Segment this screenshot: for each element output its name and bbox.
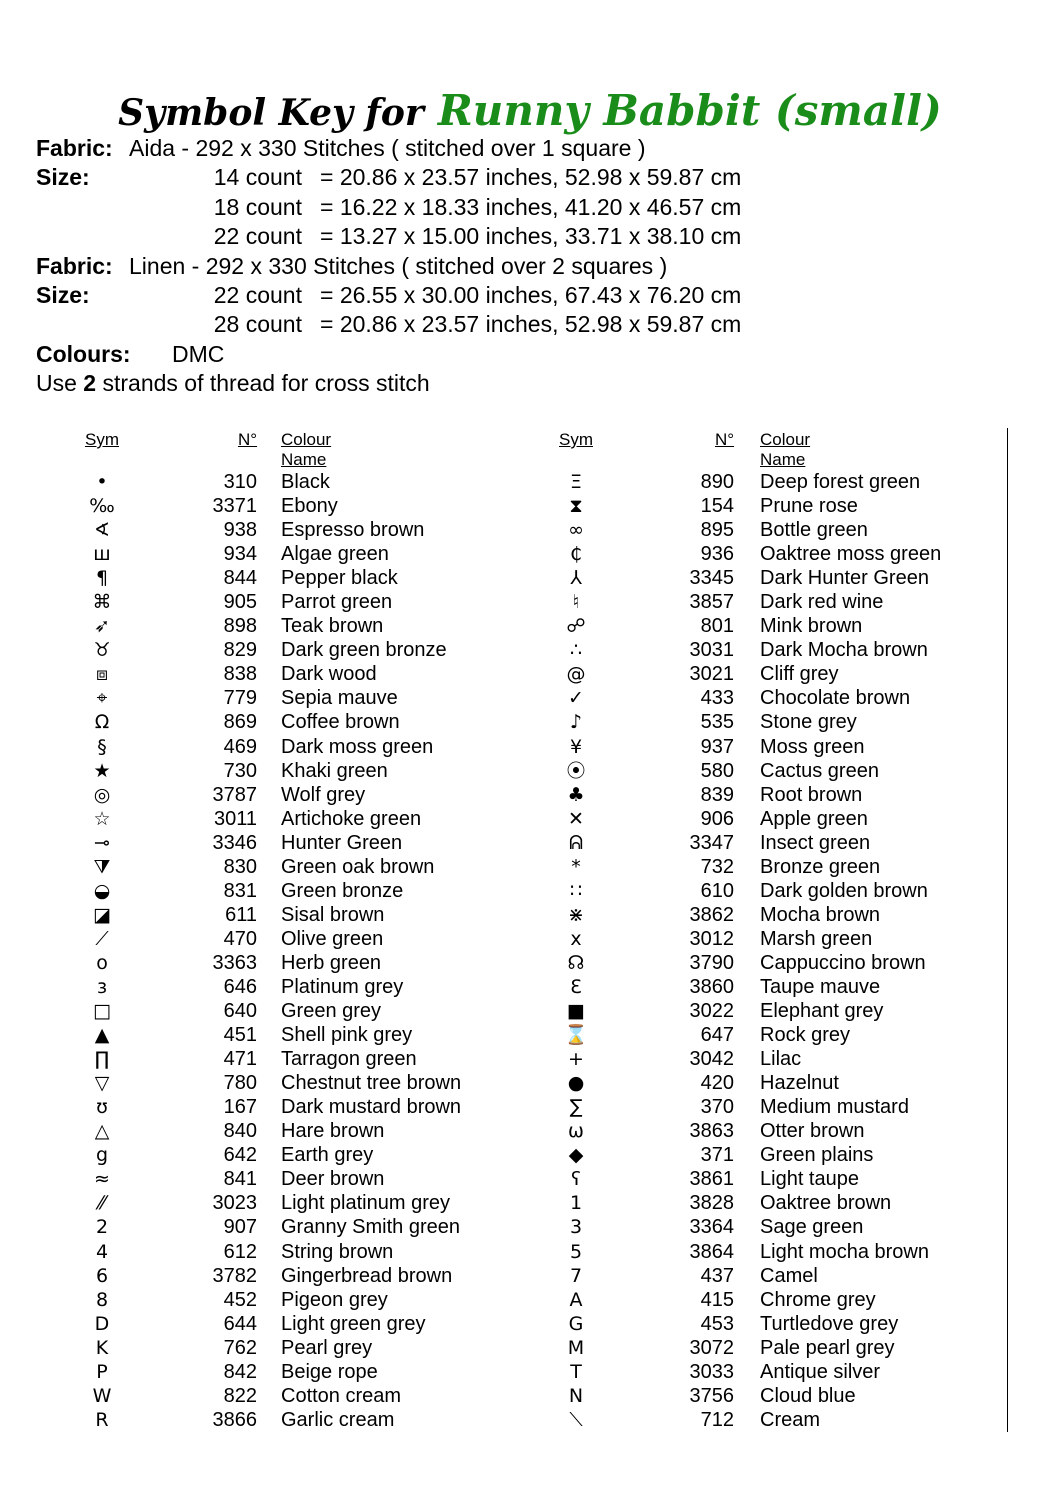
row-number: 934	[223, 543, 257, 566]
row-symbol: ≈	[94, 1168, 110, 1191]
header-num: N°	[715, 430, 735, 449]
row-symbol: ●	[567, 1072, 585, 1095]
row-colour-name: Algae green	[281, 543, 389, 566]
stitch-count: 22 count	[213, 281, 302, 308]
row-colour-name: Dark Hunter Green	[760, 567, 929, 590]
row-symbol: ⟋	[95, 927, 109, 950]
row-number: 890	[700, 471, 734, 493]
row-symbol: ⟍	[569, 1408, 583, 1431]
row-number: 3756	[689, 1384, 734, 1407]
row-number: 535	[700, 711, 734, 734]
row-symbol: ∞	[568, 519, 584, 542]
row-symbol: ω	[568, 1120, 584, 1143]
row-number: 732	[700, 855, 734, 878]
row-colour-name: Cliff grey	[760, 663, 839, 686]
row-symbol: 3	[569, 1216, 583, 1239]
row-colour-name: Sepia mauve	[281, 687, 398, 710]
row-number: 3371	[212, 495, 257, 518]
row-colour-name: Cotton cream	[281, 1384, 402, 1407]
stitch-count: 18 count	[213, 193, 302, 220]
row-symbol: ☊	[567, 951, 585, 974]
row-symbol: Ω	[94, 711, 110, 734]
row-number: 371	[700, 1144, 734, 1167]
row-symbol: 2	[95, 1216, 109, 1239]
row-colour-name: Espresso brown	[281, 519, 425, 542]
row-colour-name: Turtledove grey	[760, 1312, 899, 1335]
row-colour-name: Dark green bronze	[281, 639, 447, 662]
row-colour-name: Hunter Green	[281, 831, 403, 854]
row-symbol: +	[568, 1048, 584, 1071]
row-colour-name: Medium mustard	[760, 1096, 909, 1119]
row-symbol: N	[568, 1384, 584, 1407]
row-number: 3347	[689, 831, 734, 854]
row-colour-name: Dark golden brown	[760, 879, 928, 902]
row-colour-name: Bronze green	[760, 855, 881, 878]
row-colour-name: Bottle green	[760, 519, 868, 542]
row-number: 905	[223, 591, 257, 614]
colours-label: Colours:	[36, 340, 131, 367]
row-number: 831	[223, 879, 257, 902]
row-number: 3861	[689, 1168, 734, 1191]
row-colour-name: Deep forest green	[760, 471, 921, 493]
stitch-count: 28 count	[213, 311, 302, 338]
size-label: Size:	[36, 281, 90, 308]
row-number: 154	[700, 495, 734, 518]
row-colour-name: Shell pink grey	[281, 1024, 413, 1047]
row-symbol: ɜ	[96, 975, 108, 998]
row-number: 869	[223, 711, 257, 734]
row-number: 762	[223, 1336, 257, 1359]
fabric-value: Linen - 292 x 330 Stitches ( stitched over 2 squares )	[129, 252, 668, 279]
row-colour-name: Coffee brown	[281, 711, 400, 734]
strands-count: 2	[83, 370, 97, 397]
row-colour-name: Root brown	[760, 783, 863, 806]
row-number: 3012	[689, 927, 734, 950]
row-number: 469	[223, 735, 257, 758]
row-colour-name: Dark Mocha brown	[760, 639, 928, 662]
row-symbol: ◎	[93, 783, 111, 806]
fabric-value: Aida - 292 x 330 Stitches ( stitched over 1 square )	[129, 135, 646, 161]
row-symbol: A	[569, 1288, 583, 1311]
strands-prefix: Use	[36, 370, 84, 397]
row-number: 452	[223, 1288, 257, 1311]
row-symbol: ʕ	[571, 1168, 581, 1191]
row-number: 3862	[689, 903, 734, 926]
row-colour-name: Artichoke green	[281, 807, 422, 830]
row-number: 936	[700, 543, 734, 566]
colours-value: DMC	[172, 340, 225, 367]
row-symbol: ☆	[93, 807, 111, 830]
row-symbol: ¥	[569, 735, 583, 758]
row-symbol: W	[92, 1384, 112, 1407]
row-number: 3782	[212, 1264, 257, 1287]
pattern-name: Runny Babbit (small)	[437, 86, 942, 135]
row-colour-name: Pearl grey	[281, 1336, 373, 1359]
row-number: 3072	[689, 1336, 734, 1359]
row-number: 830	[223, 855, 257, 878]
row-number: 3860	[689, 975, 734, 998]
header-num: N°	[238, 430, 258, 449]
row-symbol: R	[95, 1408, 109, 1431]
row-colour-name: Parrot green	[281, 591, 393, 614]
row-symbol: ∏	[94, 1048, 110, 1071]
row-colour-name: Mink brown	[760, 615, 863, 638]
row-symbol: ⌘	[92, 591, 112, 614]
row-colour-name: Olive green	[281, 927, 384, 950]
page-title	[0, 86, 1060, 135]
row-number: 647	[700, 1024, 734, 1047]
row-number: 3363	[212, 951, 257, 974]
header-sym: Sym	[559, 430, 593, 449]
row-number: 3011	[213, 807, 257, 830]
row-number: 453	[700, 1312, 734, 1335]
row-colour-name: Green plains	[760, 1144, 874, 1167]
row-colour-name: Khaki green	[281, 759, 388, 782]
row-symbol: Ɛ	[570, 975, 582, 998]
row-number: 844	[223, 567, 257, 590]
row-number: 3828	[689, 1192, 734, 1215]
row-colour-name: Chestnut tree brown	[281, 1072, 462, 1095]
row-colour-name: Green bronze	[281, 879, 404, 902]
row-number: 842	[223, 1360, 257, 1383]
row-symbol: K	[95, 1336, 109, 1359]
row-colour-name: Hazelnut	[760, 1072, 839, 1095]
row-colour-name: Mocha brown	[760, 903, 881, 926]
row-colour-name: Otter brown	[760, 1120, 865, 1143]
row-number: 415	[700, 1288, 734, 1311]
row-colour-name: Prune rose	[760, 495, 858, 518]
row-colour-name: Elephant grey	[760, 1000, 884, 1023]
row-colour-name: Garlic cream	[281, 1408, 395, 1431]
row-number: 779	[223, 687, 257, 710]
row-number: 840	[223, 1120, 257, 1143]
strands-text	[36, 369, 430, 398]
row-number: 3346	[212, 831, 257, 854]
row-colour-name: Camel	[760, 1264, 818, 1287]
row-symbol: ◒	[93, 879, 111, 902]
row-number: 3866	[212, 1408, 257, 1431]
row-number: 3023	[212, 1192, 257, 1215]
row-colour-name: Ebony	[281, 495, 338, 518]
row-number: 470	[223, 927, 257, 950]
row-symbol: ♉	[93, 639, 111, 662]
row-number: 829	[223, 639, 257, 662]
row-symbol: 7	[569, 1264, 583, 1287]
row-colour-name: Insect green	[760, 831, 871, 854]
row-colour-name: Stone grey	[760, 711, 857, 734]
row-symbol: ♣	[567, 783, 585, 806]
row-number: 580	[700, 759, 734, 782]
row-symbol: ⋇	[568, 903, 584, 926]
row-symbol: G	[568, 1312, 584, 1335]
row-symbol: ✓	[568, 687, 584, 710]
strands-suffix: strands of thread for cross stitch	[96, 370, 430, 397]
row-number: 906	[700, 807, 734, 830]
row-symbol: ∑	[569, 1096, 583, 1119]
row-symbol: ▲	[94, 1024, 110, 1047]
row-number: 3033	[689, 1360, 734, 1383]
row-number: 3021	[689, 663, 734, 686]
row-colour-name: Pigeon grey	[281, 1288, 388, 1311]
row-number: 801	[700, 615, 734, 638]
row-symbol: ◪	[93, 903, 111, 926]
fabric-label: Fabric:	[36, 252, 113, 279]
row-symbol: ■	[567, 1000, 585, 1023]
row-symbol: ᕱ	[568, 831, 584, 854]
fabric-label: Fabric:	[36, 135, 113, 161]
size-row	[36, 281, 1036, 310]
size-row	[36, 163, 1036, 192]
row-symbol: ∷	[569, 879, 583, 902]
row-number: 611	[225, 903, 257, 926]
row-colour-name: Granny Smith green	[281, 1216, 460, 1239]
row-colour-name: Sisal brown	[281, 903, 385, 926]
row-colour-name: Oaktree moss green	[760, 543, 942, 566]
size-row	[36, 310, 1036, 339]
row-number: 451	[223, 1024, 257, 1047]
row-colour-name: Beige rope	[281, 1360, 378, 1383]
row-colour-name: Moss green	[760, 735, 865, 758]
row-colour-name: Chocolate brown	[760, 687, 911, 710]
row-number: 3864	[689, 1240, 734, 1263]
row-colour-name: Taupe mauve	[760, 975, 881, 998]
row-symbol: ▽	[94, 1072, 110, 1095]
row-number: 644	[223, 1312, 257, 1335]
row-symbol: T	[570, 1360, 582, 1383]
row-symbol: Ξ	[569, 471, 582, 493]
row-number: 3364	[689, 1216, 734, 1239]
row-symbol: •	[96, 471, 108, 493]
row-number: 3790	[689, 951, 734, 974]
row-symbol: §	[97, 735, 107, 758]
row-number: 167	[223, 1096, 257, 1119]
row-colour-name: Earth grey	[281, 1144, 374, 1167]
row-colour-name: Light green grey	[281, 1312, 426, 1335]
row-symbol: ‰	[89, 495, 115, 518]
row-colour-name: Dark mustard brown	[281, 1096, 462, 1119]
row-colour-name: Herb green	[281, 951, 382, 974]
row-colour-name: Hare brown	[281, 1120, 385, 1143]
row-symbol: ♮	[572, 591, 580, 614]
row-colour-name: Cloud blue	[760, 1384, 856, 1407]
row-colour-name: Cactus green	[760, 759, 879, 782]
header-name: Colour Name	[760, 430, 811, 469]
row-number: 612	[223, 1240, 257, 1263]
row-symbol: ☍	[566, 615, 586, 638]
row-colour-name: Black	[281, 471, 330, 493]
row-symbol: 8	[95, 1288, 109, 1311]
row-colour-name: Cream	[760, 1408, 821, 1431]
row-number: 712	[700, 1408, 734, 1431]
row-number: 3031	[689, 639, 734, 662]
row-colour-name: String brown	[281, 1240, 394, 1263]
row-colour-name: Teak brown	[281, 615, 384, 638]
row-symbol: ⧈	[95, 663, 109, 686]
row-number: 3022	[689, 1000, 734, 1023]
row-symbol: ⌖	[96, 687, 108, 710]
row-number: 898	[223, 615, 257, 638]
row-number: 610	[700, 879, 734, 902]
row-symbol: x	[570, 927, 582, 950]
row-number: 841	[223, 1168, 257, 1191]
row-symbol: o	[96, 951, 108, 974]
row-symbol: ♪	[569, 711, 583, 734]
row-symbol: ш	[93, 543, 111, 566]
row-number: 839	[700, 783, 734, 806]
row-colour-name: Oaktree brown	[760, 1192, 892, 1215]
row-number: 907	[223, 1216, 257, 1239]
row-colour-name: Sage green	[760, 1216, 864, 1239]
row-number: 3857	[689, 591, 734, 614]
row-symbol: ⌛	[564, 1024, 588, 1047]
row-symbol: ∢	[94, 519, 110, 542]
stitch-count: 14 count	[213, 164, 302, 191]
strands-row	[36, 369, 1036, 398]
fabric-linen-row	[36, 252, 1036, 281]
row-colour-name: Platinum grey	[281, 975, 404, 998]
row-symbol: ∴	[569, 639, 583, 662]
row-symbol: ➶	[94, 615, 110, 638]
row-number: 3863	[689, 1120, 734, 1143]
row-colour-name: Chrome grey	[760, 1288, 876, 1311]
row-symbol: ₵	[569, 543, 583, 566]
row-number: 642	[223, 1144, 257, 1167]
row-symbol: ⦿	[566, 759, 586, 782]
row-colour-name: Antique silver	[760, 1360, 881, 1383]
right-border-line	[1007, 428, 1008, 1432]
row-symbol: △	[94, 1120, 110, 1143]
row-symbol: 5	[569, 1240, 583, 1263]
row-symbol: D	[94, 1312, 110, 1335]
row-number: 433	[700, 687, 734, 710]
row-symbol: □	[93, 1000, 111, 1023]
row-symbol: ⧩	[93, 855, 111, 878]
fabric-info	[36, 134, 1036, 399]
size-dims: = 26.55 x 30.00 inches, 67.43 x 76.20 cm	[320, 281, 742, 308]
row-colour-name: Apple green	[760, 807, 868, 830]
size-label: Size:	[36, 164, 90, 191]
size-row	[36, 193, 1036, 222]
row-colour-name: Deer brown	[281, 1168, 385, 1191]
row-colour-name: Wolf grey	[281, 783, 366, 806]
row-symbol: *	[571, 855, 581, 878]
row-symbol: ✕	[568, 807, 584, 830]
row-number: 3345	[689, 567, 734, 590]
row-symbol: @	[566, 663, 586, 686]
row-colour-name: Rock grey	[760, 1024, 851, 1047]
fabric-aida-row	[36, 134, 1036, 163]
row-number: 420	[700, 1072, 734, 1095]
row-colour-name: Light taupe	[760, 1168, 859, 1191]
row-colour-name: Green oak brown	[281, 855, 435, 878]
row-number: 938	[223, 519, 257, 542]
row-symbol: ⊸	[94, 831, 110, 854]
row-number: 310	[223, 471, 257, 493]
row-colour-name: Dark wood	[281, 663, 377, 686]
colours-row	[36, 340, 1036, 369]
row-symbol: 4	[95, 1240, 109, 1263]
row-symbol: ⧗	[569, 495, 583, 518]
row-symbol: ◆	[568, 1144, 584, 1167]
row-number: 437	[700, 1264, 734, 1287]
row-colour-name: Pale pearl grey	[760, 1336, 895, 1359]
row-number: 646	[223, 975, 257, 998]
size-dims: = 20.86 x 23.57 inches, 52.98 x 59.87 cm	[320, 311, 742, 338]
row-colour-name: Gingerbread brown	[281, 1264, 453, 1287]
size-row	[36, 222, 1036, 251]
row-colour-name: Pepper black	[281, 567, 398, 590]
row-colour-name: Dark moss green	[281, 735, 434, 758]
size-dims: = 20.86 x 23.57 inches, 52.98 x 59.87 cm	[320, 164, 742, 191]
row-symbol: ★	[93, 759, 111, 782]
row-number: 937	[700, 735, 734, 758]
row-number: 822	[223, 1384, 257, 1407]
row-number: 838	[223, 663, 257, 686]
row-colour-name: Green grey	[281, 1000, 382, 1023]
row-symbol: g	[95, 1144, 109, 1167]
row-colour-name: Light mocha brown	[760, 1240, 929, 1263]
row-symbol: M	[567, 1336, 585, 1359]
size-dims: = 16.22 x 18.33 inches, 41.20 x 46.57 cm	[320, 193, 742, 220]
row-number: 3787	[212, 783, 257, 806]
header-sym: Sym	[85, 430, 119, 449]
row-number: 370	[700, 1096, 734, 1119]
row-number: 471	[223, 1048, 257, 1071]
row-symbol: P	[96, 1360, 108, 1383]
row-symbol: 6	[95, 1264, 109, 1287]
row-colour-name: Lilac	[760, 1048, 802, 1071]
row-number: 640	[223, 1000, 257, 1023]
header-name: Colour Name	[281, 430, 332, 469]
row-colour-name: Light platinum grey	[281, 1192, 450, 1215]
row-symbol: 1	[569, 1192, 583, 1215]
row-symbol: ʊ	[96, 1096, 108, 1119]
size-dims: = 13.27 x 15.00 inches, 33.71 x 38.10 cm	[320, 223, 742, 250]
row-number: 780	[223, 1072, 257, 1095]
row-number: 895	[700, 519, 734, 542]
row-symbol: ¶	[95, 567, 109, 590]
row-colour-name: Tarragon green	[281, 1048, 417, 1071]
row-colour-name: Cappuccino brown	[760, 951, 926, 974]
title-prefix: Symbol Key for	[118, 92, 424, 134]
row-symbol: ⁄⁄	[98, 1192, 106, 1215]
row-colour-name: Dark red wine	[760, 591, 884, 614]
row-symbol: ⅄	[570, 567, 582, 590]
row-colour-name: Marsh green	[760, 927, 873, 950]
row-number: 3042	[689, 1048, 734, 1071]
row-number: 730	[223, 759, 257, 782]
stitch-count: 22 count	[213, 223, 302, 250]
